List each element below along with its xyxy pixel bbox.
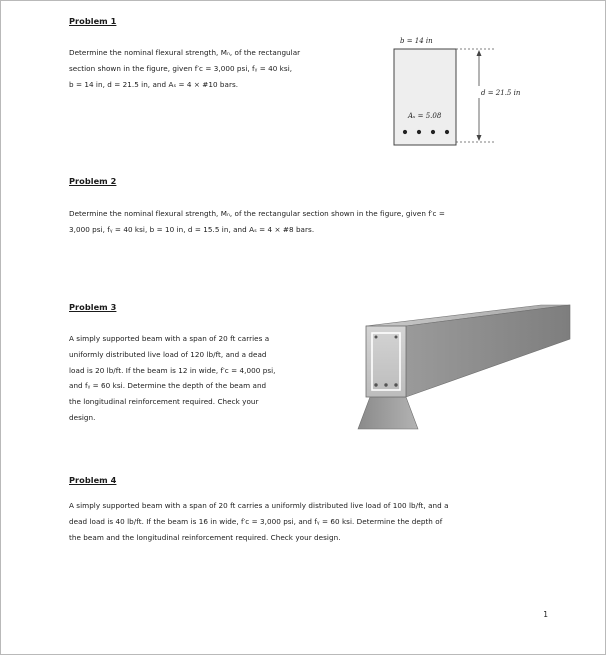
page-number: 1 bbox=[543, 610, 548, 619]
rebar bbox=[394, 383, 397, 386]
problem-1-heading: Problem 1 bbox=[69, 16, 117, 26]
width-label: b = 14 in bbox=[400, 37, 433, 45]
problem-2-line: 3,000 psi, fᵧ = 40 ksi, b = 10 in, d = 15.5 in, and Aₛ = 4 × #8 bars. bbox=[69, 224, 315, 234]
problem-1-line: section shown in the figure, given f′c = 3,000 psi, fᵧ = 40 ksi, bbox=[69, 63, 293, 73]
rebar bbox=[395, 336, 398, 339]
depth-arrow-bottom bbox=[477, 135, 482, 141]
rebar bbox=[375, 336, 378, 339]
problem-3-line: A simply supported beam with a span of 20 ft carries a bbox=[69, 334, 270, 343]
problem-3-line: design. bbox=[69, 412, 96, 422]
problem-3-text bbox=[69, 331, 276, 426]
problem-2-heading: Problem 2 bbox=[69, 176, 117, 186]
rebar bbox=[384, 383, 387, 386]
problem-1-line: b = 14 in, d = 21.5 in, and Aₛ = 4 × #10 bars. bbox=[69, 79, 239, 89]
rebar bbox=[374, 383, 377, 386]
rebar bbox=[431, 130, 435, 134]
cross-section-figure bbox=[380, 30, 530, 150]
beam-support bbox=[358, 397, 418, 429]
problem-1-text bbox=[69, 45, 300, 92]
problem-3-line: the longitudinal reinforcement required. Check your bbox=[69, 397, 259, 407]
problem-2-line: Determine the nominal flexural strength, Mₙ, of the rectangular section shown in the figure, given f′c = bbox=[69, 209, 445, 218]
steel-area-label: Aₛ = 5.08 bbox=[408, 112, 442, 120]
problem-4-line: dead load is 40 lb/ft. If the beam is 16 in wide, f′c = 3,000 psi, and fᵧ = 60 ksi. Determine the depth of bbox=[69, 516, 443, 526]
problem-4-line: A simply supported beam with a span of 20 ft carries a uniformly distributed live load of 100 lb/ft, and a bbox=[69, 501, 449, 510]
rebar bbox=[445, 130, 449, 134]
problem-3-line: uniformly distributed live load of 120 lb/ft, and a dead bbox=[69, 349, 267, 359]
rebar bbox=[417, 130, 421, 134]
concrete-beam-figure bbox=[348, 278, 573, 436]
problem-3-line: and fᵧ = 60 ksi. Determine the depth of the beam and bbox=[69, 381, 267, 391]
problem-3-line: load is 20 lb/ft. If the beam is 12 in wide, f′c = 4,000 psi, bbox=[69, 365, 276, 375]
problem-4-heading: Problem 4 bbox=[69, 475, 117, 485]
problem-4-text bbox=[69, 498, 449, 545]
problem-4-line: the beam and the longitudinal reinforcement required. Check your design. bbox=[69, 532, 341, 542]
rebar bbox=[403, 130, 407, 134]
problem-2-text bbox=[69, 206, 445, 238]
problem-1-line: Determine the nominal flexural strength, Mₙ, of the rectangular bbox=[69, 48, 301, 57]
problem-3-heading: Problem 3 bbox=[69, 302, 117, 312]
depth-label: d = 21.5 in bbox=[481, 89, 521, 97]
depth-arrow-top bbox=[477, 50, 482, 56]
